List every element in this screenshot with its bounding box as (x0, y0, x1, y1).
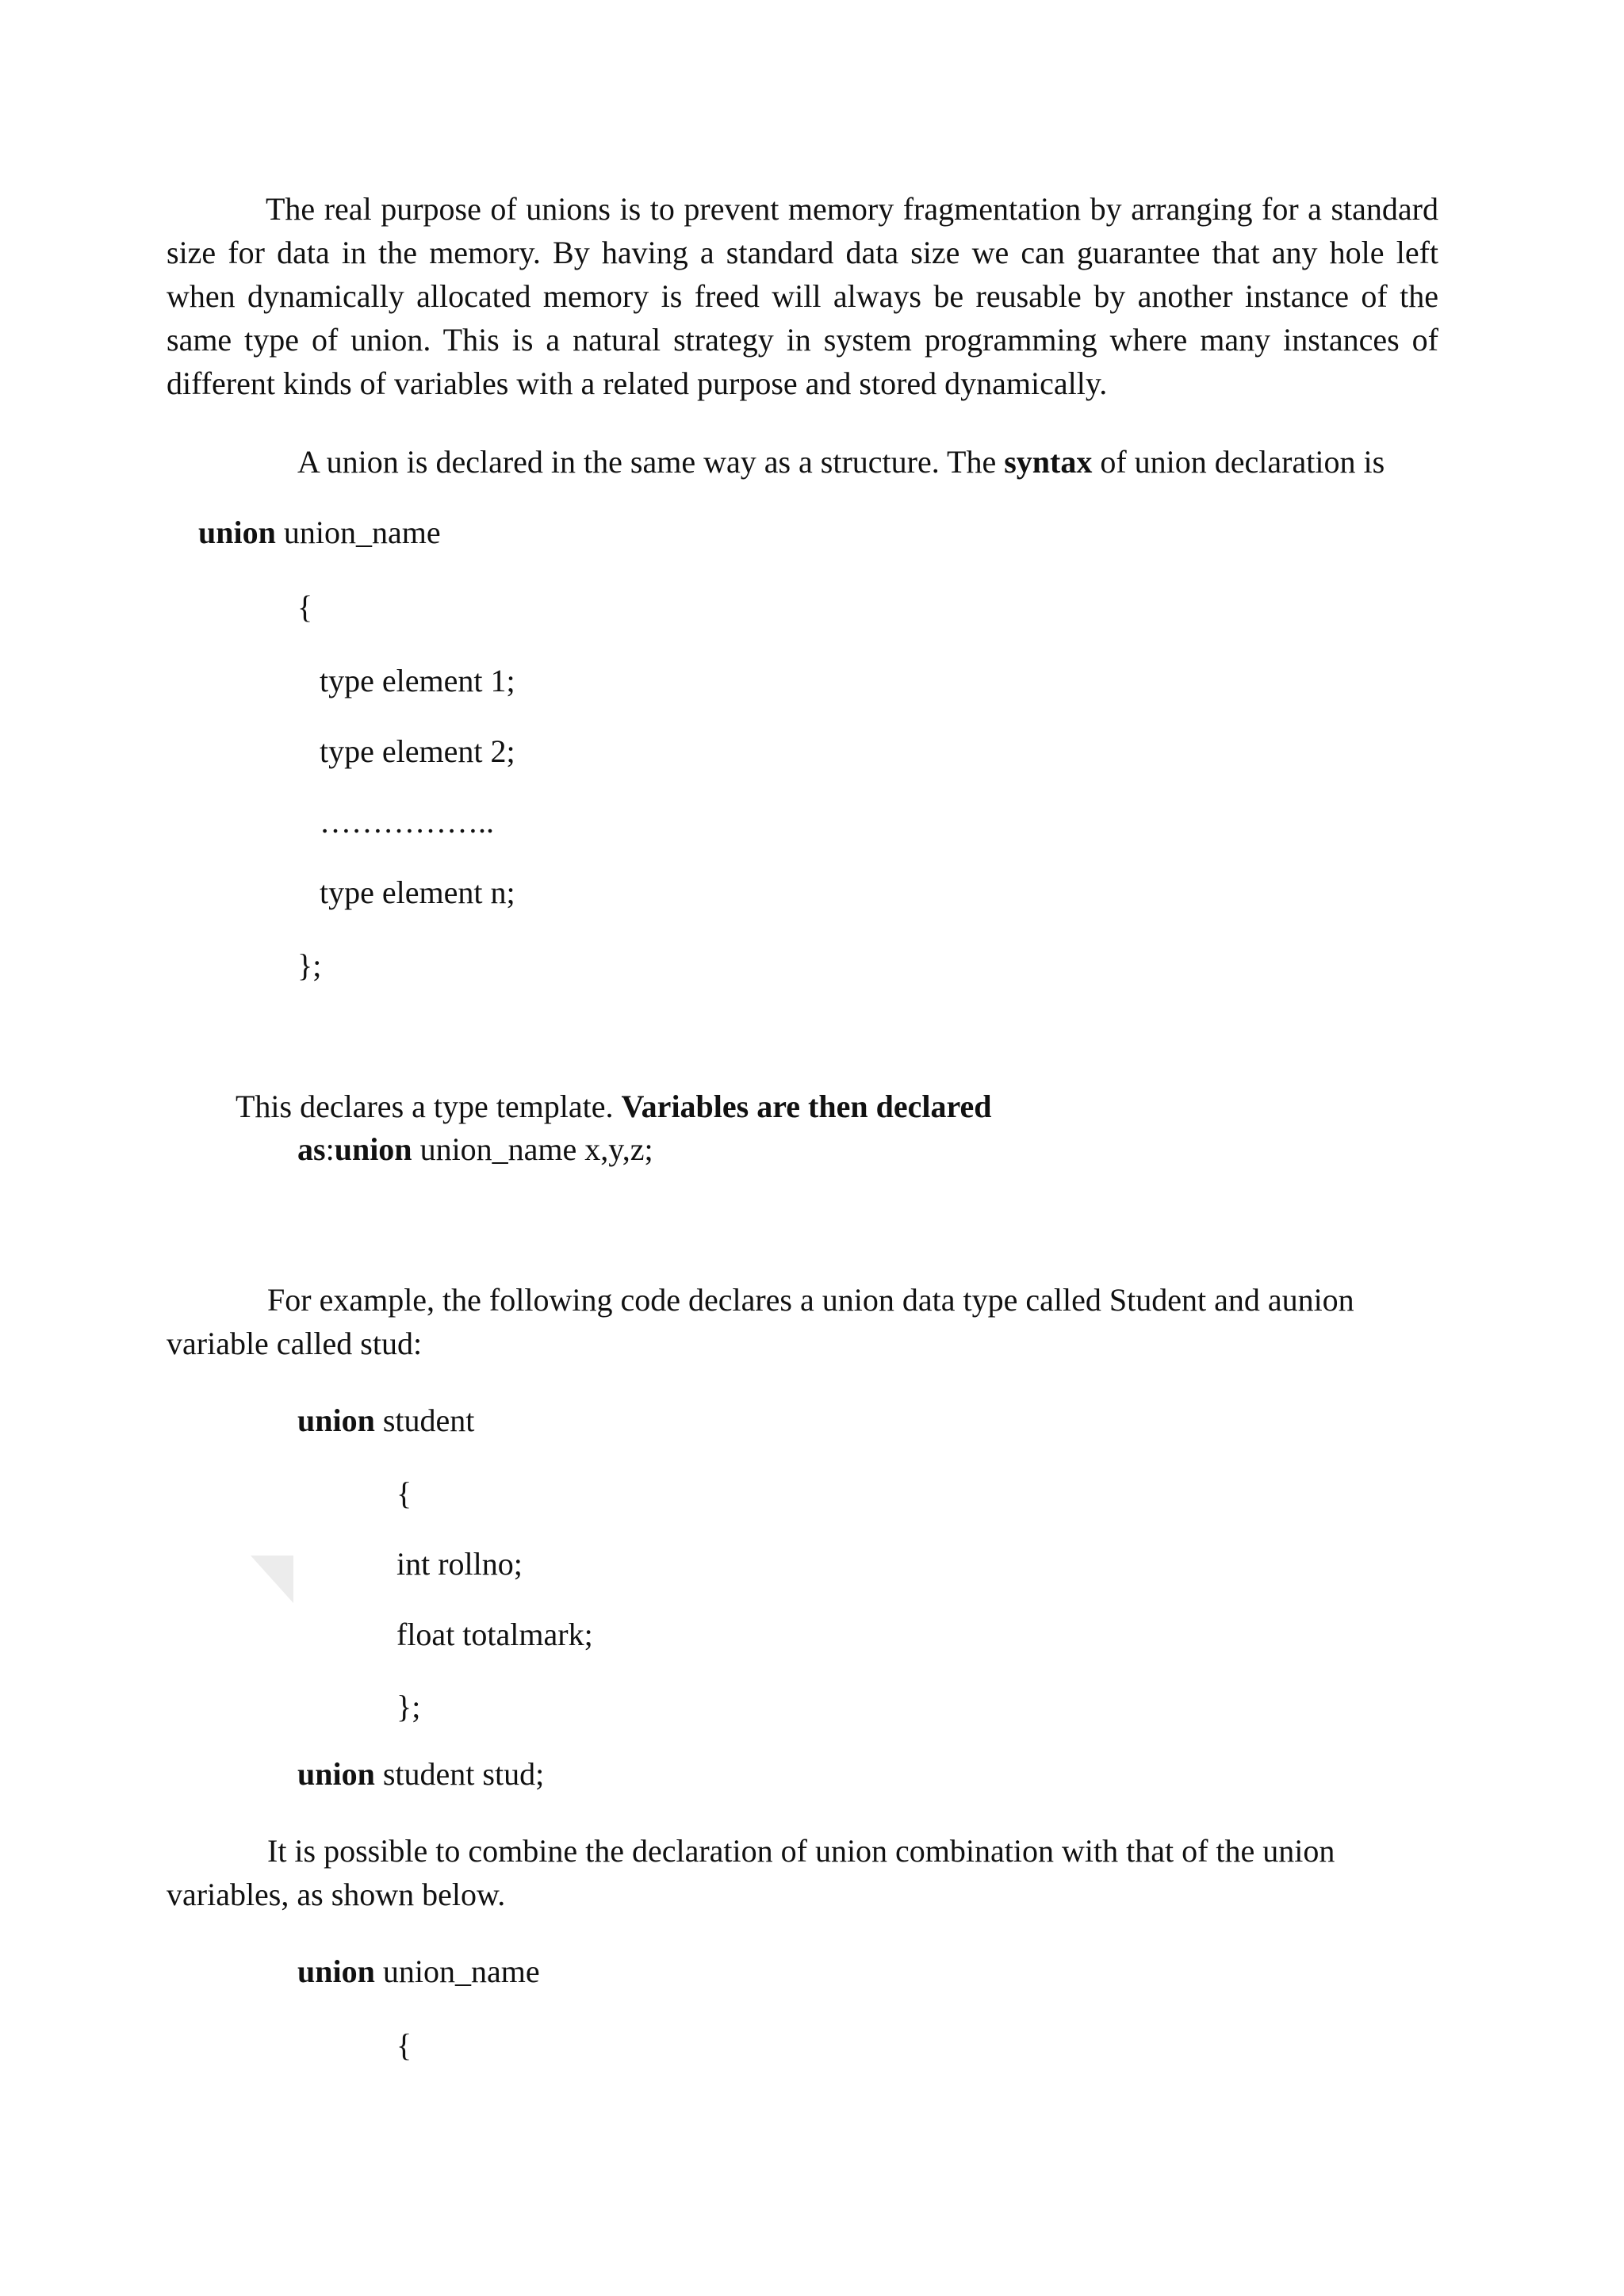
close-brace: }; (297, 947, 322, 983)
syntax-intro (297, 443, 1385, 481)
template-note-line1 (236, 1088, 991, 1126)
example-header (297, 1402, 474, 1440)
open-brace: { (297, 589, 313, 625)
page-fold-mark (251, 1556, 293, 1603)
union-keyword: union (198, 515, 276, 550)
syntax-element-2: type element 2; (320, 733, 515, 769)
template-note-union: union (334, 1131, 412, 1167)
example-paragraph-line1: For example, the following code declares a union data type called Student and aunion (267, 1282, 1354, 1318)
example-paragraph-line2: variable called stud: (167, 1326, 423, 1361)
syntax-intro-text-end: of union declaration is (1092, 444, 1385, 480)
combine-paragraph-line1: It is possible to combine the declaration of union combination with that of the union (267, 1833, 1335, 1869)
syntax-keyword: syntax (1004, 444, 1093, 480)
union-keyword: union (297, 1954, 375, 1989)
example-member-1: int rollno; (396, 1546, 523, 1582)
example-variable-decl (297, 1755, 544, 1793)
syntax-ellipsis: …………….. (320, 804, 494, 840)
combine-open-brace: { (396, 2027, 412, 2063)
template-note-decl: union_name x,y,z; (412, 1131, 653, 1167)
example-decl-rest: student stud; (374, 1756, 545, 1792)
intro-paragraph (167, 187, 1438, 405)
union-name: union_name (275, 515, 441, 550)
syntax-intro-text: A union is declared in the same way as a structure. The (297, 444, 1005, 480)
union-keyword: union (297, 1402, 375, 1438)
combine-header (297, 1953, 540, 1991)
template-note-as: as (297, 1131, 326, 1167)
example-open-brace: { (396, 1475, 412, 1511)
union-keyword: union (297, 1756, 375, 1792)
template-note-text: This declares a type template. (236, 1089, 622, 1124)
syntax-element-1: type element 1; (320, 663, 515, 698)
example-member-2: float totalmark; (396, 1617, 593, 1652)
combine-paragraph-line2: variables, as shown below. (167, 1877, 506, 1912)
example-union-name: student (374, 1402, 475, 1438)
template-note-bold: Variables are then declared (621, 1089, 992, 1124)
syntax-header (198, 514, 441, 552)
example-close-brace: }; (396, 1689, 421, 1724)
template-note-line2 (297, 1131, 653, 1169)
syntax-element-n: type element n; (320, 874, 515, 910)
combine-union-name: union_name (374, 1954, 540, 1989)
intro-text: The real purpose of unions is to prevent memory fragmentation by arranging for a standard size for data in the memory. By having a standard data size we can guarantee that any hole left when dynamically allocated memory is freed will always be reusable by another instance of the same type of union. This is a natural strategy in system programming where many instances of different kinds of variables with a related purpose and stored dynamically. (167, 191, 1438, 401)
template-note-colon: : (325, 1131, 335, 1167)
